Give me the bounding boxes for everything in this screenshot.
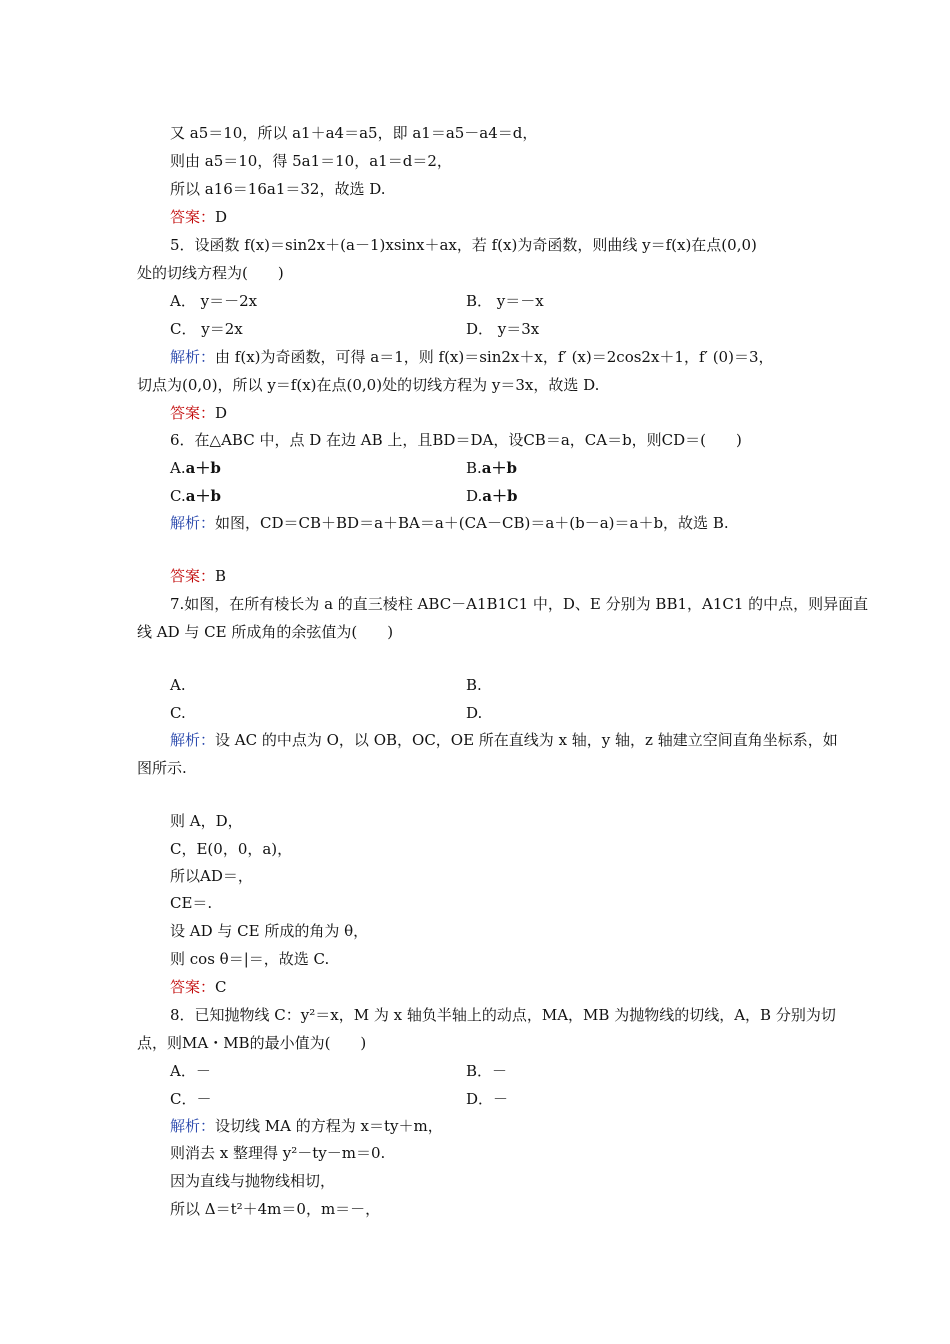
answer-value: D [215,208,228,226]
option-c: C．－ [170,1090,212,1108]
answer-line [170,403,227,423]
answer-label: 答案： [170,978,216,996]
analysis-line-cont: 图所示. [137,759,187,777]
option-b: B.a＋b [466,459,518,477]
option-b: B. [466,676,482,694]
answer-line [170,977,227,997]
analysis-label: 解析： [170,1117,216,1135]
analysis-line: 解析：设切线 MA 的方程为 x＝ty＋m， [170,1117,443,1135]
text-line: 又 a5＝10，所以 a1＋a4＝a5，即 a1＝a5－a4＝d， [170,124,538,142]
analysis-line: 解析：如图，CD＝CB＋BD＝a＋BA＝a＋(CA－CB)＝a＋(b－a)＝a＋b，故选 B. [170,514,729,532]
question-8-stem: 8．已知抛物线 C：y²＝x，M 为 x 轴负半轴上的动点，MA，MB 为抛物线的切线，A，B 分别为切 [170,1006,836,1024]
option-d: D． y＝3x [466,320,540,338]
option-c: C.a＋b [170,487,221,505]
text-line: 所以AD＝， [170,867,253,885]
option-d: D．－ [466,1090,509,1108]
answer-value: B [215,567,227,585]
option-a: A．－ [170,1062,211,1080]
text-line: 因为直线与抛物线相切， [170,1172,336,1190]
question-6-stem: 6．在△ABC 中，点 D 在边 AB 上，且BD＝DA，设CB＝a，CA＝b，则CD＝( ) [170,431,742,449]
text-line: 所以 Δ＝t²＋4m＝0，m＝－， [170,1200,381,1218]
option-b: B．－ [466,1062,508,1080]
text-line: 则由 a5＝10，得 5a1＝10，a1＝d＝2， [170,152,452,170]
answer-value: D [215,404,228,422]
option-d: D. [466,704,483,722]
option-c: C. [170,704,186,722]
answer-label: 答案： [170,208,216,226]
question-7-stem-cont: 线 AD 与 CE 所成角的余弦值为( ) [137,623,394,641]
text-line: CE＝. [170,894,213,912]
option-a: A.a＋b [170,459,221,477]
option-a: A. [170,676,186,694]
question-5-stem-cont: 处的切线方程为( ) [137,264,284,282]
text-line: 所以 a16＝16a1＝32，故选 D. [170,180,386,198]
option-b: B． y＝－x [466,292,544,310]
text-line: 则消去 x 整理得 y²－ty－m＝0. [170,1144,386,1162]
analysis-label: 解析： [170,514,216,532]
question-5-stem: 5．设函数 f(x)＝sin2x＋(a－1)xsinx＋ax，若 f(x)为奇函数，则曲线 y＝f(x)在点(0,0) [170,236,757,254]
question-8-stem-cont: 点，则MA・MB的最小值为( ) [137,1034,367,1052]
analysis-label: 解析： [170,731,216,749]
option-c: C． y＝2x [170,320,243,338]
answer-label: 答案： [170,404,216,422]
text-line: 设 AD 与 CE 所成的角为 θ， [170,922,369,940]
answer-line [170,207,227,227]
analysis-label: 解析： [170,348,216,366]
answer-value: C [215,978,227,996]
question-7-stem: 7.如图，在所有棱长为 a 的直三棱柱 ABC－A1B1C1 中，D、E 分别为 BB1，A1C1 的中点，则异面直 [170,595,869,613]
answer-label: 答案： [170,567,216,585]
text-line: 则 cos θ＝|＝，故选 C. [170,950,330,968]
analysis-line-cont: 切点为(0,0)，所以 y＝f(x)在点(0,0)处的切线方程为 y＝3x，故选 D. [137,376,600,394]
option-a: A． y＝－2x [170,292,258,310]
option-d: D.a＋b [466,487,518,505]
text-line: 则 A，D， [170,812,243,830]
analysis-line: 解析：由 f(x)为奇函数，可得 a＝1，则 f(x)＝sin2x＋x，f′ (x)＝2cos2x＋1，f′ (0)＝3， [170,348,774,366]
answer-line [170,566,226,586]
text-line: C，E(0，0，a)， [170,840,293,858]
analysis-line: 解析：设 AC 的中点为 O，以 OB，OC，OE 所在直线为 x 轴，y 轴，z 轴建立空间直角坐标系，如 [170,731,838,749]
